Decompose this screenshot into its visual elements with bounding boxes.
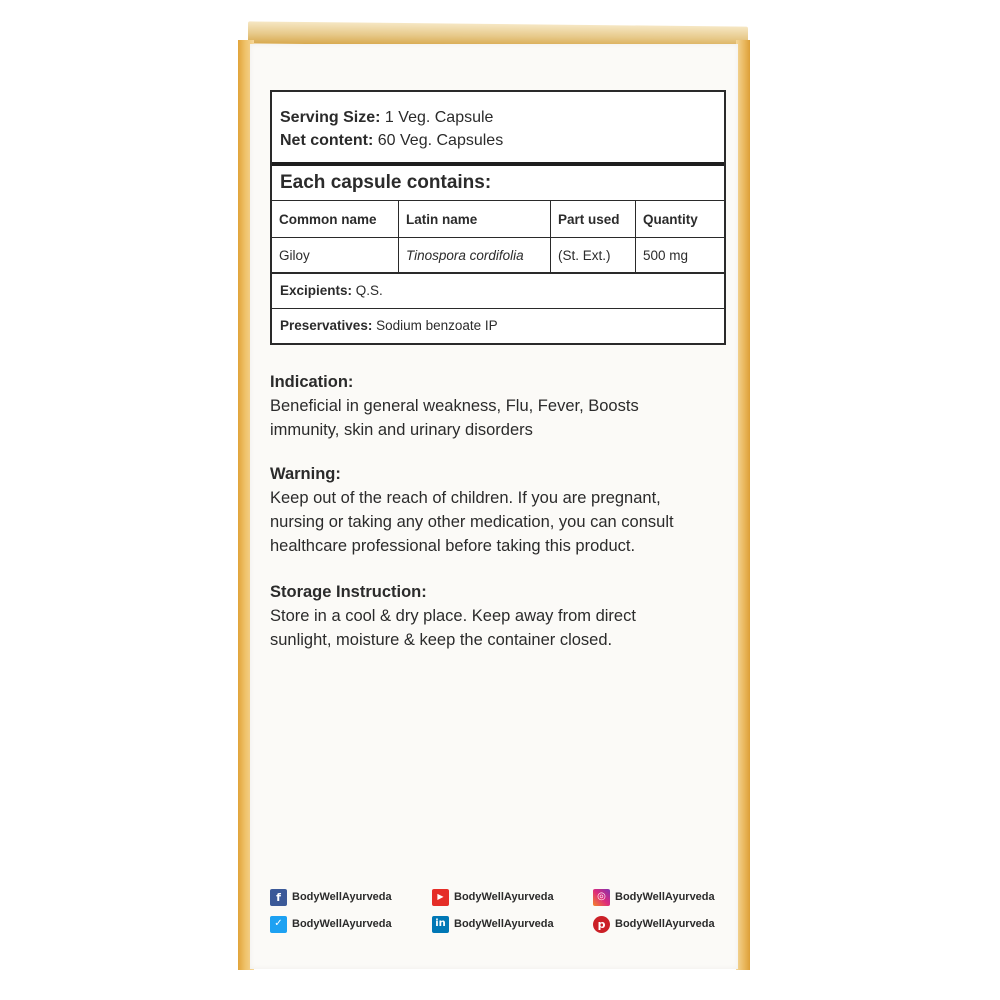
preservatives-row [272, 308, 724, 343]
supplement-table [270, 90, 726, 345]
storage-section [270, 580, 730, 652]
instagram-icon: ◎ [593, 889, 610, 906]
storage-heading: Storage Instruction: [270, 583, 427, 601]
social-pinterest [593, 915, 715, 933]
cell-latin-name: Tinospora cordifolia [399, 238, 551, 273]
preservatives-value: Sodium benzoate IP [372, 318, 498, 333]
table-header-row [272, 201, 724, 238]
serving-size-label: Serving Size: [280, 109, 381, 126]
indication-line-2: immunity, skin and urinary disorders [270, 421, 533, 439]
cell-common-name: Giloy [272, 238, 399, 273]
indication-line-1: Beneficial in general weakness, Flu, Fever, Boosts [270, 397, 639, 415]
warning-heading: Warning: [270, 465, 341, 483]
linkedin-handle: BodyWellAyurveda [454, 918, 554, 930]
pinterest-handle: BodyWellAyurveda [615, 918, 715, 930]
youtube-icon: ▶ [432, 889, 449, 906]
ingredient-table [272, 201, 724, 273]
social-instagram [593, 888, 715, 906]
col-latin-name: Latin name [399, 201, 551, 238]
net-content-label: Net content: [280, 132, 374, 149]
indication-heading: Indication: [270, 373, 354, 391]
serving-size-line [280, 106, 716, 129]
excipients-label: Excipients: [280, 283, 353, 298]
warning-line-2: nursing or taking any other medication, you can consult [270, 513, 674, 531]
social-twitter [270, 915, 392, 933]
excipients-value: Q.S. [352, 283, 383, 298]
col-part-used: Part used [551, 201, 636, 238]
youtube-handle: BodyWellAyurveda [454, 891, 554, 903]
preservatives-label: Preservatives: [280, 318, 373, 333]
net-content-line [280, 129, 716, 152]
storage-line-1: Store in a cool & dry place. Keep away from direct [270, 607, 636, 625]
contains-heading: Each capsule contains: [272, 166, 724, 201]
excipients-row [272, 273, 724, 308]
twitter-icon: ✓ [270, 916, 287, 933]
linkedin-icon: in [432, 916, 449, 933]
pinterest-icon: p [593, 916, 610, 933]
warning-section [270, 462, 730, 558]
social-linkedin [432, 915, 554, 933]
social-facebook [270, 888, 392, 906]
social-youtube [432, 888, 554, 906]
box-right-edge [736, 40, 750, 970]
facebook-icon: f [270, 889, 287, 906]
col-quantity: Quantity [636, 201, 725, 238]
twitter-handle: BodyWellAyurveda [292, 918, 392, 930]
indication-section [270, 370, 730, 442]
storage-line-2: sunlight, moisture & keep the container closed. [270, 631, 613, 649]
serving-info [272, 92, 724, 166]
cell-quantity: 500 mg [636, 238, 725, 273]
cell-part-used: (St. Ext.) [551, 238, 636, 273]
serving-size-value: 1 Veg. Capsule [380, 109, 494, 126]
warning-line-1: Keep out of the reach of children. If you are pregnant, [270, 489, 661, 507]
facebook-handle: BodyWellAyurveda [292, 891, 392, 903]
social-links [270, 886, 720, 940]
table-row [272, 238, 724, 273]
warning-line-3: healthcare professional before taking this product. [270, 537, 636, 555]
col-common-name: Common name [272, 201, 399, 238]
net-content-value: 60 Veg. Capsules [373, 132, 504, 149]
instagram-handle: BodyWellAyurveda [615, 891, 715, 903]
